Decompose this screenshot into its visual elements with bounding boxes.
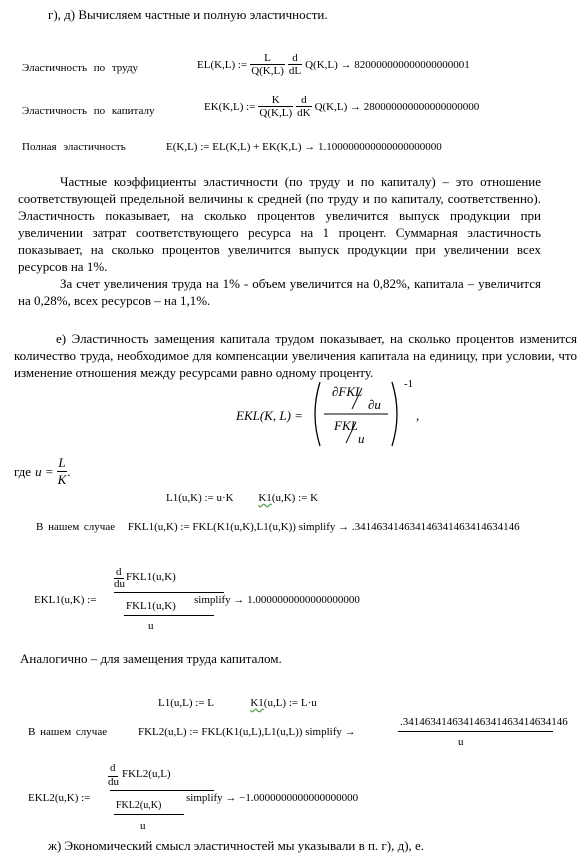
elasticity-labor-label: Эластичность по труду xyxy=(22,62,139,74)
case-expression: FKL1(u,K) := FKL(K1(u,K),L1(u,K)) simplify → .341463414634146341463414634146 xyxy=(127,521,520,533)
elasticity-total-label: Полная эластичность xyxy=(22,141,126,153)
defs-row-1 xyxy=(166,492,318,504)
defs-row-2 xyxy=(158,697,317,709)
elasticity-total-row xyxy=(22,141,126,153)
elasticity-labor-formula xyxy=(197,52,470,77)
paragraph-text: Частные коэффициенты эластичности (по труду и по капиталу) – это отношение соответствующей предельной величины к средней (по труду и по капиталу, соответственно). Эластичность показывает, на сколько процентов увеличится выпуск продукции при увеличении затрат соответствующего ресурса на 1 процент. Суммарная эластичность показывает, на сколько процентов увеличится выпуск продукции при увеличении всех ресурсов на 1%. xyxy=(18,174,541,274)
substitution-elasticity-formula xyxy=(236,378,476,448)
formula-lhs: EKL2(u,K) := xyxy=(28,792,91,804)
denominator-fkl: FKL2(u,K) xyxy=(116,800,162,811)
denominator-fkl: FKL1(u,K) xyxy=(126,600,176,612)
formula-result: Q(K,L) → 280000000000000000000 xyxy=(314,100,480,113)
exponent: -1 xyxy=(404,378,414,390)
k1-name: K1 xyxy=(258,492,272,504)
denominator-top: FKL xyxy=(334,418,358,433)
formula-lhs: EKL1(u,K) := xyxy=(34,594,97,606)
paragraph-text: е) Эластичность замещения капитала трудом показывает, на сколько процентов изменится количество труда, необходимое для компенсации увеличения капитала на единицу, при условии, что изменение отношения между ресурсами равно одному проценту. xyxy=(14,331,577,380)
formula-result: simplify → −1.0000000000000000000 xyxy=(186,792,359,804)
l1-definition: L1(u,K) := u·K xyxy=(166,492,234,504)
formula-fraction: $\frac{L}{Q(K,L)}$ xyxy=(251,52,284,77)
where-label: где xyxy=(14,463,32,479)
analog-text: Аналогично – для замещения труда капиталом. xyxy=(20,651,282,666)
numerator-fkl: FKL2(u,L) xyxy=(122,768,171,780)
derivative-operator: $\frac{d}{dK}$ xyxy=(297,94,311,119)
case-label: В нашем случае xyxy=(28,726,108,738)
case-1-row xyxy=(36,521,588,533)
numerator-bottom: ∂u xyxy=(368,397,381,412)
formula-fraction: $\frac{K}{Q(K,L)}$ xyxy=(259,94,293,119)
k1-definition: (u,L) := L·u xyxy=(263,697,317,709)
paragraph-text: За счет увеличения труда на 1% - объем увеличится на 0,82%, капитала – увеличится на 0,28%, всех ресурсов – на 1,1%. xyxy=(18,276,541,308)
formula-result: simplify → 1.0000000000000000000 xyxy=(194,594,360,606)
u-variable: u = xyxy=(35,463,54,479)
k1-name: K1 xyxy=(250,697,264,709)
paragraph-partial-elasticity xyxy=(18,173,541,275)
formula-lhs: EK(K,L) := xyxy=(204,100,256,113)
case-2-row xyxy=(28,716,583,756)
case-label: В нашем случае xyxy=(36,521,116,533)
u-definition: где u = $\frac{L}{K}$ . xyxy=(14,455,71,487)
ekl2-formula: EKL2(u,K) := d du FKL2(u,L) FKL2(u,K) u simplify → −1.0000000000000000000 xyxy=(28,762,359,832)
ekl1-formula: EKL1(u,K) := d du FKL1(u,K) FKL1(u,K) u simplify → 1.0000000000000000000 xyxy=(34,566,360,632)
k1-definition: (u,K) := K xyxy=(271,492,319,504)
formula-lhs: EL(K,L) := xyxy=(197,58,248,71)
denominator-bottom: u xyxy=(358,431,365,446)
numerator-fkl: FKL1(u,K) xyxy=(126,571,176,583)
formula-lhs: EKL(K, L) = xyxy=(236,408,303,423)
numerator-top: ∂FKL xyxy=(332,384,363,399)
case-denominator: u xyxy=(458,736,464,748)
closing-text: ж) Экономический смысл эластичностей мы указывали в п. г), д), е. xyxy=(48,838,425,853)
u-fraction: $\frac{L}{K}$ xyxy=(57,455,67,487)
elasticity-capital-formula xyxy=(204,94,479,119)
case-expression: FKL2(u,L) := FKL(K1(u,L),L1(u,L)) simplify → xyxy=(138,726,356,738)
formula-comma: , xyxy=(416,408,420,423)
section-heading-g: г), д) Вычисляем частные и полную эластичности. xyxy=(48,7,328,22)
paragraph-substitution xyxy=(14,330,577,381)
l1-definition: L1(u,L) := L xyxy=(158,697,214,709)
formula-result: Q(K,L) → 820000000000000000001 xyxy=(305,58,470,71)
paragraph-elasticity-values xyxy=(18,275,541,309)
derivative-operator: $\frac{d}{dL}$ xyxy=(288,52,302,77)
elasticity-total-formula: E(K,L) := EL(K,L) + EK(K,L) → 1.100000000000000000000 xyxy=(166,141,442,153)
elasticity-capital-label: Эластичность по капиталу xyxy=(22,105,155,117)
case-numerator: .341463414634146341463414634146 xyxy=(400,716,568,728)
